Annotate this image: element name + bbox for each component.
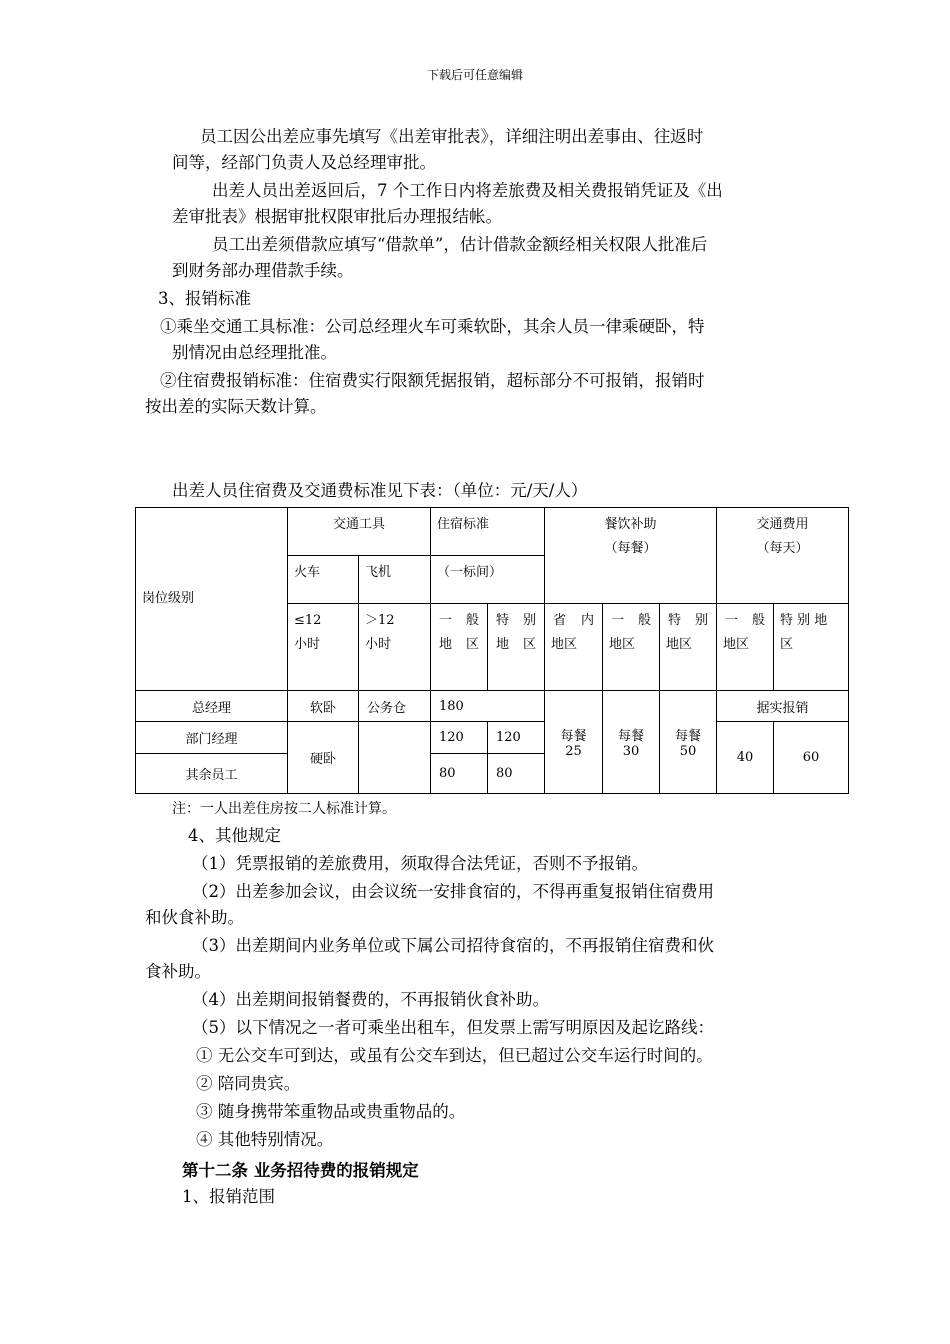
rule-2-line-1: ②住宿费报销标准：住宿费实行限额凭据报销，超标部分不可报销，报销时 (160, 371, 705, 390)
fee-general-value: 40 (717, 722, 774, 794)
meal-special-area: 特 别 地区 (660, 604, 717, 691)
row-others-label: 其余员工 (136, 754, 288, 794)
mgr-lodging-general: 120 (431, 722, 488, 754)
taxi-case-2: ② 陪同贵宾。 (196, 1074, 301, 1093)
rule-4-5: （5）以下情况之一者可乘坐出租车，但发票上需写明原因及起讫路线： (192, 1018, 714, 1037)
train-header: 火车 (288, 556, 359, 604)
table-intro: 出差人员住宿费及交通费标准见下表：（单位：元/天/人） (172, 481, 588, 500)
gm-lodging: 180 (431, 691, 545, 722)
meal-in-province: 省 内 地区 (545, 604, 603, 691)
meal-in-province-value: 每餐 25 (545, 691, 603, 794)
meal-general-area: 一 般 地区 (603, 604, 660, 691)
transport-fee-unit: （每天） (756, 541, 809, 556)
rule-4-3-line-1: （3）出差期间内业务单位或下属公司招待食宿的，不再报销住宿费和伙 (192, 936, 714, 955)
others-lodging-special: 80 (488, 754, 545, 794)
para-3-line-2: 到财务部办理借款手续。 (172, 261, 354, 280)
gm-transport-fee: 据实报销 (717, 691, 849, 722)
mgr-lodging-special: 120 (488, 722, 545, 754)
para-1-line-2: 间等，经部门负责人及总经理审批。 (172, 153, 436, 172)
rule-2-line-2: 按出差的实际天数计算。 (145, 397, 327, 416)
others-train: 硬卧 (288, 722, 359, 794)
gm-plane: 公务仓 (359, 691, 431, 722)
lodging-general-area: 一 般 地 区 (431, 604, 488, 691)
meal-special-value: 每餐 50 (660, 691, 717, 794)
meal-general-value: 每餐 30 (603, 691, 660, 794)
others-lodging-general: 80 (431, 754, 488, 794)
position-level-label: 岗位级别 (142, 591, 195, 606)
page-header: 下载后可任意编辑 (426, 68, 523, 82)
transport-fee-header: 交通费用 （每天） (717, 508, 849, 604)
plane-hours-cell: ＞12 小时 (359, 604, 431, 691)
rule-1-line-2: 别情况由总经理批准。 (172, 343, 337, 362)
standards-table (135, 507, 849, 794)
article-12-title: 第十二条 业务招待费的报销规定 (182, 1161, 419, 1180)
rule-4-1: （1）凭票报销的差旅费用，须取得合法凭证，否则不予报销。 (192, 854, 648, 873)
rule-4-4: （4）出差期间报销餐费的，不再报销伙食补助。 (192, 990, 549, 1009)
meal-unit: （每餐） (604, 541, 657, 556)
meal-header: 餐饮补助 （每餐） (545, 508, 717, 604)
gm-train: 软卧 (288, 691, 359, 722)
scope-title: 1、报销范围 (182, 1187, 275, 1206)
rule-4-3-line-2: 食补助。 (145, 962, 211, 981)
fee-special-value: 60 (774, 722, 849, 794)
taxi-case-3: ③ 随身携带笨重物品或贵重物品的。 (196, 1102, 466, 1121)
rule-1-line-1: ①乘坐交通工具标准：公司总经理火车可乘软卧，其余人员一律乘硬卧，特 (160, 317, 705, 336)
para-1-line-1: 员工因公出差应事先填写《出差审批表》，详细注明出差事由、往返时 (200, 127, 704, 146)
table-note: 注：一人出差住房按二人标准计算。 (172, 801, 396, 817)
rule-4-2-line-2: 和伙食补助。 (145, 908, 244, 927)
row-gm-label: 总经理 (136, 691, 288, 722)
rule-4-2-line-1: （2）出差参加会议，由会议统一安排食宿的，不得再重复报销住宿费用 (192, 882, 714, 901)
standard-room-header: （一标间） (431, 556, 545, 604)
para-3-line-1: 员工出差须借款应填写“借款单”，估计借款金额经相关权限人批准后 (212, 235, 708, 254)
lodging-special-area: 特 别 地 区 (488, 604, 545, 691)
fee-general-area: 一 般 地区 (717, 604, 774, 691)
taxi-case-4: ④ 其他特别情况。 (196, 1130, 334, 1149)
others-plane (359, 722, 431, 794)
section-3-title: 3、报销标准 (158, 289, 251, 308)
taxi-case-1: ① 无公交车可到达，或虽有公交车到达，但已超过公交车运行时间的。 (196, 1046, 713, 1065)
position-level-cell (136, 508, 288, 691)
lodging-header: 住宿标准 (431, 508, 545, 556)
section-4-title: 4、其他规定 (188, 826, 281, 845)
para-2-line-1: 出差人员出差返回后，7 个工作日内将差旅费及相关费报销凭证及《出 (212, 181, 723, 200)
transport-header: 交通工具 (288, 508, 431, 556)
row-dept-mgr-label: 部门经理 (136, 722, 288, 754)
para-2-line-2: 差审批表》根据审批权限审批后办理报结帐。 (172, 207, 502, 226)
train-hours-cell: ≤12 小时 (288, 604, 359, 691)
plane-header: 飞机 (359, 556, 431, 604)
fee-special-area: 特 别 地 区 (774, 604, 849, 691)
